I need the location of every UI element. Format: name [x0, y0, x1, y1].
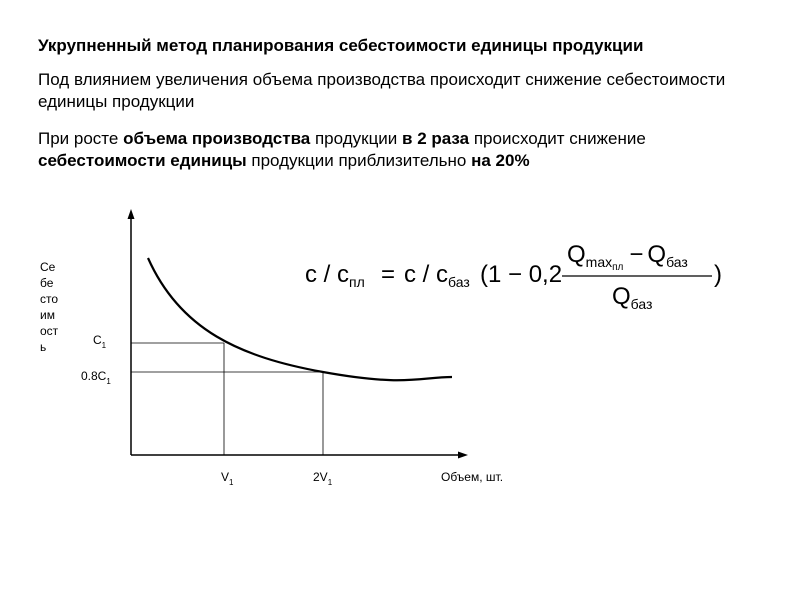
p2-bold-1: объема производства — [123, 129, 311, 148]
p2-text-4: продукции приблизительно — [246, 151, 472, 170]
p2-text-3: происходит снижение — [469, 129, 646, 148]
formula-numerator: $Q_{max}пл - Q_{баз}$ — [567, 241, 688, 273]
slide-title: Укрупненный метод планирования себестоимости единицы продукции — [38, 36, 644, 55]
p2-text-1: При росте — [38, 129, 124, 148]
y-tick-c1: $C_1$ — [93, 333, 107, 350]
y-tick-08c1: $0.8C_1$ — [81, 369, 111, 386]
formula-equals: = — [381, 261, 396, 288]
y-label-line-4: им — [40, 308, 55, 322]
y-label-line-6: ь — [40, 340, 47, 354]
y-label-line-2: бе — [40, 276, 54, 290]
y-axis-arrow — [128, 209, 135, 219]
x-axis-label: Объем, шт. — [441, 470, 504, 484]
x-tick-2v1: $2V_1$ — [313, 470, 333, 487]
x-tick-v1: $V_1$ — [221, 470, 234, 487]
formula-rhs: с / $с_{баз}$ — [404, 261, 470, 290]
y-label-line-5: ост — [40, 324, 59, 338]
formula-paren-close: ) — [714, 261, 722, 288]
p2-bold-2: в 2 раза — [402, 129, 470, 148]
y-axis-label — [40, 260, 59, 354]
formula-lhs: с / $с_{пл}$ — [305, 261, 365, 290]
p2-bold-4: на 20% — [471, 151, 530, 170]
x-axis-arrow — [458, 452, 468, 459]
p2-text-2: продукции — [310, 129, 403, 148]
paragraph-volume-effect: Под влиянием увеличения объема производства происходит снижение себестоимости единицы продукции — [38, 70, 726, 111]
cost-formula — [305, 241, 722, 312]
y-label-line-3: сто — [40, 292, 59, 306]
formula-paren-open: (1 − 0,2 — [480, 261, 563, 288]
p2-bold-3: себестоимости единицы — [38, 151, 247, 170]
y-label-line-1: Се — [40, 260, 56, 274]
formula-denominator: $Q_{баз}$ — [612, 283, 653, 312]
